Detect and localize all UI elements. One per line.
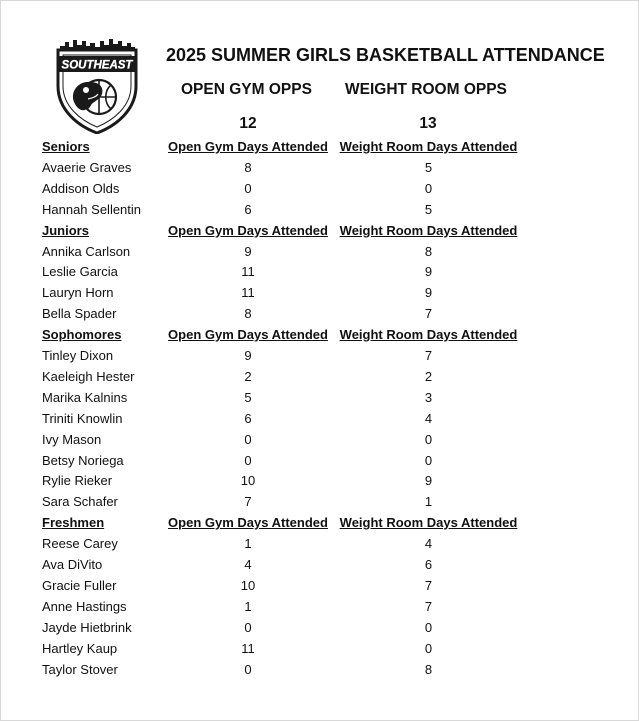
player-row bbox=[0, 491, 639, 512]
weight-room-days: 7 bbox=[424, 348, 433, 363]
weight-room-days: 9 bbox=[424, 285, 433, 301]
open-gym-column-header: Open Gym Days Attended bbox=[168, 139, 328, 154]
weight-room-days: 5 bbox=[424, 201, 433, 217]
player-name: Kaeleigh Hester bbox=[42, 368, 135, 384]
player-name: Gracie Fuller bbox=[42, 577, 117, 593]
weight-room-days: 8 bbox=[424, 661, 433, 677]
weight-room-column-header: Weight Room Days Attended bbox=[339, 515, 518, 531]
open-gym-days: 11 bbox=[241, 264, 255, 280]
player-row bbox=[0, 366, 639, 387]
open-gym-column-header: Open Gym Days Attended bbox=[168, 327, 328, 343]
open-gym-days: 2 bbox=[244, 368, 252, 384]
player-name: Bella Spader bbox=[42, 306, 117, 322]
weight-room-days: 7 bbox=[424, 598, 433, 614]
weight-room-opps-count: 13 bbox=[419, 115, 437, 132]
player-row bbox=[0, 450, 639, 471]
weight-room-days: 9 bbox=[424, 473, 433, 489]
player-name: Betsy Noriega bbox=[42, 452, 124, 468]
open-gym-days: 0 bbox=[244, 661, 252, 677]
weight-room-days: 5 bbox=[424, 159, 433, 175]
open-gym-days: 4 bbox=[244, 557, 252, 572]
player-name: Reese Carey bbox=[42, 536, 118, 552]
open-gym-days: 1 bbox=[244, 536, 252, 552]
weight-room-days: 7 bbox=[424, 306, 433, 322]
weight-room-opps-label: WEIGHT ROOM OPPS bbox=[345, 81, 507, 98]
open-gym-days: 0 bbox=[244, 452, 252, 468]
open-gym-opps-count: 12 bbox=[239, 115, 257, 132]
page-title: 2025 SUMMER GIRLS BASKETBALL ATTENDANCE bbox=[166, 45, 605, 65]
weight-room-days: 1 bbox=[424, 494, 433, 510]
player-row bbox=[0, 345, 639, 366]
open-gym-days: 11 bbox=[241, 285, 255, 301]
weight-room-days: 0 bbox=[424, 180, 433, 196]
open-gym-days: 0 bbox=[244, 180, 252, 196]
player-name: Marika Kalnins bbox=[42, 389, 128, 405]
weight-room-days: 4 bbox=[424, 410, 433, 426]
player-name: Lauryn Horn bbox=[42, 285, 114, 301]
group-header-row bbox=[0, 324, 639, 345]
southeast-logo bbox=[54, 38, 140, 134]
group-header-row bbox=[0, 136, 639, 157]
player-row bbox=[0, 470, 639, 491]
weight-room-days: 7 bbox=[424, 577, 433, 593]
player-row bbox=[0, 429, 639, 450]
player-row bbox=[0, 408, 639, 429]
weight-room-days: 9 bbox=[424, 264, 433, 280]
group-header-row bbox=[0, 512, 639, 533]
player-row bbox=[0, 554, 639, 575]
open-gym-days: 8 bbox=[244, 306, 252, 322]
logo-text: SOUTHEAST bbox=[61, 59, 133, 72]
player-name: Hannah Sellentin bbox=[42, 201, 142, 217]
player-row bbox=[0, 178, 639, 199]
weight-room-days: 6 bbox=[424, 557, 433, 572]
weight-room-days: 0 bbox=[424, 431, 433, 447]
player-name: Avaerie Graves bbox=[42, 159, 132, 175]
open-gym-days: 1 bbox=[244, 598, 252, 614]
weight-room-column-header: Weight Room Days Attended bbox=[339, 139, 518, 154]
player-row bbox=[0, 303, 639, 324]
group-name: Sophomores bbox=[42, 327, 122, 343]
group-name: Juniors bbox=[42, 222, 89, 238]
player-row bbox=[0, 199, 639, 220]
open-gym-days: 5 bbox=[244, 389, 252, 405]
player-name: Annika Carlson bbox=[42, 243, 131, 259]
group-name: Seniors bbox=[42, 139, 90, 154]
player-name: Triniti Knowlin bbox=[42, 410, 123, 426]
player-name: Tinley Dixon bbox=[42, 348, 114, 363]
player-name: Taylor Stover bbox=[42, 661, 118, 677]
player-name: Addison Olds bbox=[42, 180, 120, 196]
player-name: Hartley Kaup bbox=[42, 640, 118, 656]
weight-room-days: 0 bbox=[424, 452, 433, 468]
open-gym-column-header: Open Gym Days Attended bbox=[168, 515, 328, 531]
player-name: Rylie Rieker bbox=[42, 473, 113, 489]
player-row bbox=[0, 387, 639, 408]
player-name: Ivy Mason bbox=[42, 431, 102, 447]
open-gym-opps-label: OPEN GYM OPPS bbox=[181, 81, 312, 98]
open-gym-days: 6 bbox=[244, 201, 252, 217]
player-row bbox=[0, 261, 639, 282]
open-gym-column-header: Open Gym Days Attended bbox=[168, 222, 328, 238]
open-gym-days: 7 bbox=[244, 494, 252, 510]
weight-room-days: 8 bbox=[424, 243, 433, 259]
open-gym-days: 9 bbox=[244, 243, 252, 259]
open-gym-days: 0 bbox=[244, 431, 252, 447]
weight-room-days: 0 bbox=[424, 640, 433, 656]
weight-room-column-header: Weight Room Days Attended bbox=[339, 327, 518, 343]
player-row bbox=[0, 638, 639, 659]
player-row bbox=[0, 575, 639, 596]
weight-room-days: 3 bbox=[424, 389, 433, 405]
open-gym-days: 10 bbox=[240, 577, 256, 593]
weight-room-column-header: Weight Room Days Attended bbox=[339, 222, 518, 238]
player-row bbox=[0, 282, 639, 303]
player-name: Sara Schafer bbox=[42, 494, 118, 510]
open-gym-days: 8 bbox=[244, 159, 252, 175]
player-row bbox=[0, 596, 639, 617]
open-gym-days: 9 bbox=[244, 348, 252, 363]
player-name: Jayde Hietbrink bbox=[42, 619, 132, 635]
open-gym-days: 10 bbox=[240, 473, 256, 489]
player-row bbox=[0, 157, 639, 178]
group-name: Freshmen bbox=[42, 515, 105, 531]
group-header-row bbox=[0, 220, 639, 241]
open-gym-days: 6 bbox=[244, 410, 252, 426]
player-row bbox=[0, 617, 639, 638]
player-row bbox=[0, 659, 639, 680]
player-name: Anne Hastings bbox=[42, 598, 127, 614]
player-name: Ava DiVito bbox=[42, 557, 103, 572]
open-gym-days: 11 bbox=[241, 640, 255, 656]
player-row bbox=[0, 241, 639, 262]
weight-room-days: 0 bbox=[424, 619, 433, 635]
open-gym-days: 0 bbox=[244, 619, 252, 635]
weight-room-days: 4 bbox=[424, 536, 433, 552]
weight-room-days: 2 bbox=[424, 368, 433, 384]
player-name: Leslie Garcia bbox=[42, 264, 118, 280]
player-row bbox=[0, 533, 639, 554]
